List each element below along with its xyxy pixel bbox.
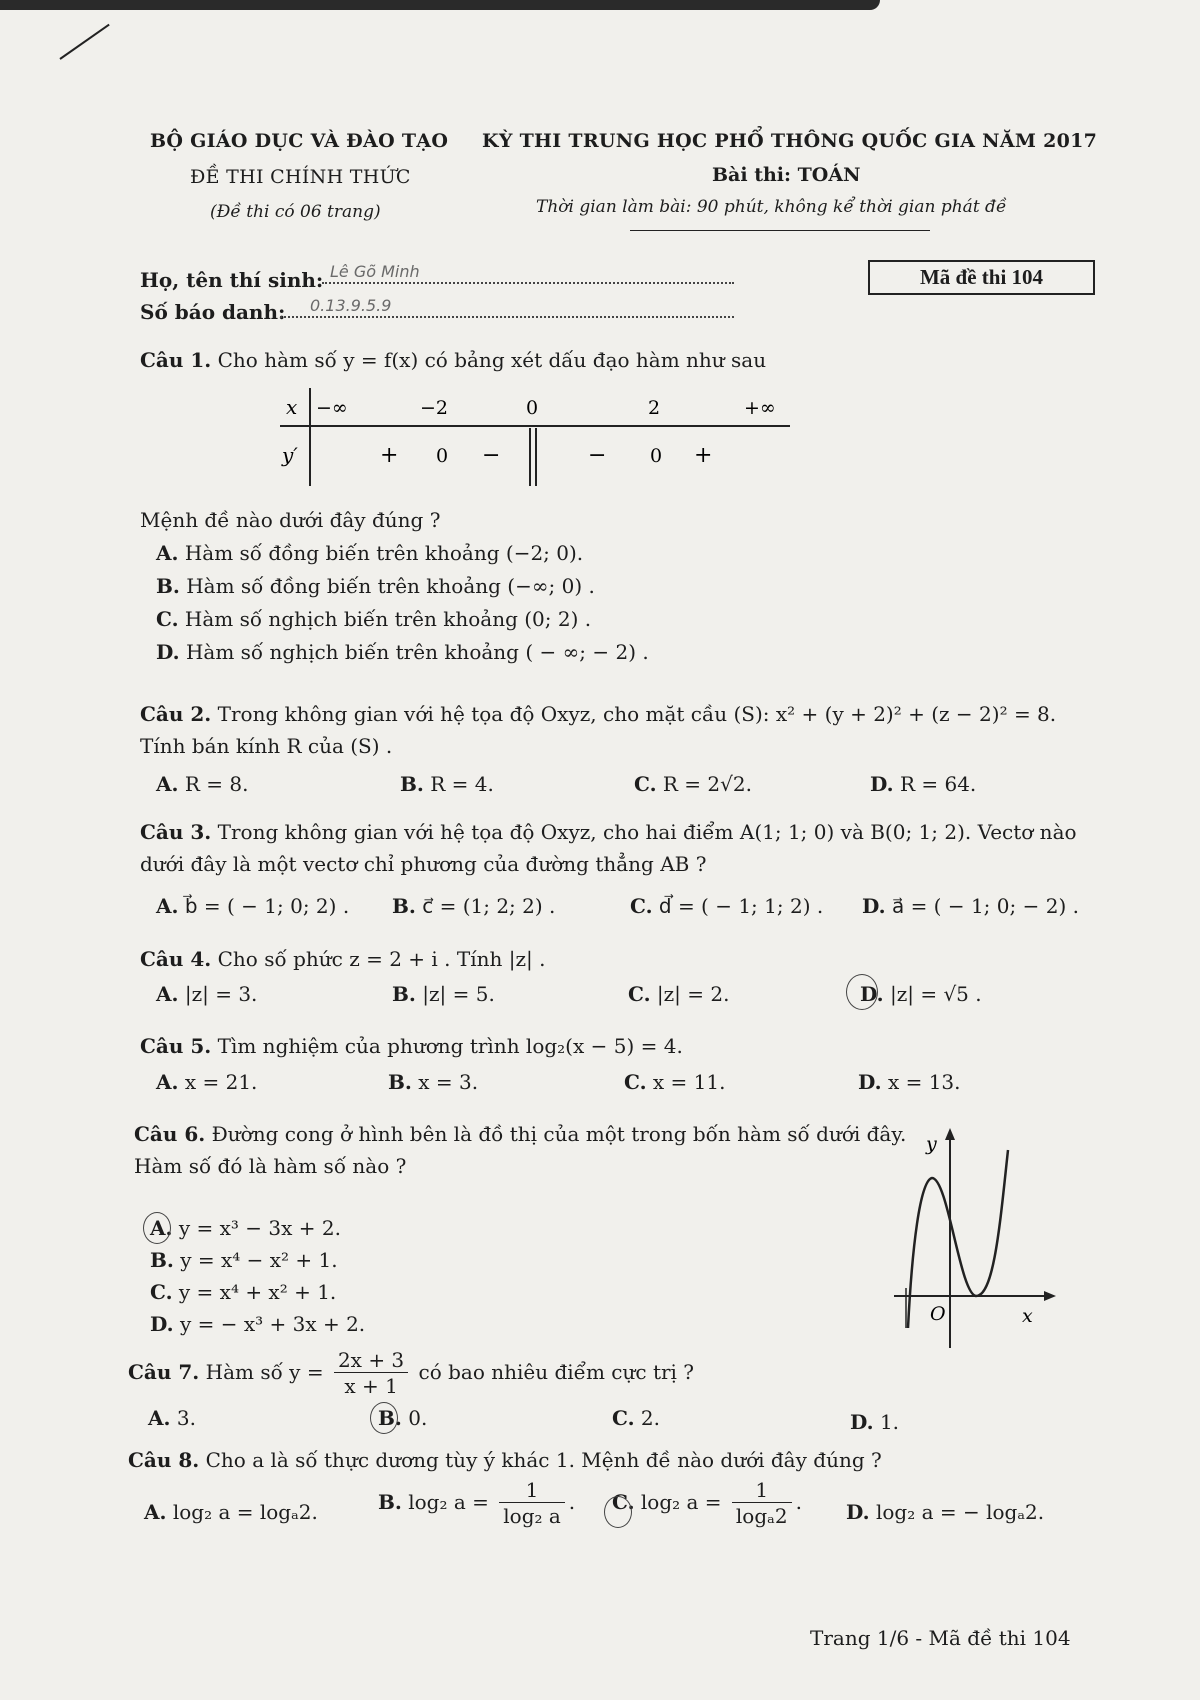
q6-answer-circle xyxy=(143,1212,171,1244)
x-value: 2 xyxy=(648,397,661,419)
q5-stem: Câu 5. Tìm nghiệm của phương trình log₂(x − 5) = 4. xyxy=(140,1034,683,1058)
curve xyxy=(908,1150,1008,1328)
pages-note: (Đề thi có 06 trang) xyxy=(210,202,381,222)
q2-stem: Câu 2. Trong không gian với hệ tọa độ Oxyz, cho mặt cầu (S): x² + (y + 2)² + (z − 2)² = 8. xyxy=(140,702,1057,726)
q2-option-c: C. R = 2√2. xyxy=(634,772,752,796)
q2-option-b: B. R = 4. xyxy=(400,772,494,796)
q7-option-d: D. 1. xyxy=(850,1410,900,1434)
q6-option-b: B. y = x⁴ − x² + 1. xyxy=(150,1248,338,1272)
exam-code-box: Mã đề thi 104 xyxy=(868,260,1095,295)
q3-stem: Câu 3. Trong không gian với hệ tọa độ Oxyz, cho hai điểm A(1; 1; 0) và B(0; 1; 2). Vectơ nào xyxy=(140,820,1077,844)
q6-option-d: D. y = − x³ + 3x + 2. xyxy=(150,1312,366,1336)
q8-option-a: A. log₂ a = logₐ2. xyxy=(144,1500,318,1524)
x-value: +∞ xyxy=(744,397,776,419)
q1-prompt: Mệnh đề nào dưới đây đúng ? xyxy=(140,508,441,532)
q8-option-d: D. log₂ a = − logₐ2. xyxy=(846,1500,1045,1524)
candidate-name-dots xyxy=(322,282,734,284)
q8-answer-circle xyxy=(604,1496,632,1528)
candidate-name-label: Họ, tên thí sinh: xyxy=(140,268,324,292)
q8-b-fraction: $\frac{1}{\text{log₂ a}}$ xyxy=(499,1478,565,1529)
graph-x-label: x xyxy=(1022,1305,1033,1327)
q4-option-c: C. |z| = 2. xyxy=(628,982,730,1006)
q6-stem: Câu 6. Đường cong ở hình bên là đồ thị của một trong bốn hàm số dưới đây. xyxy=(134,1122,907,1146)
q8-stem: Câu 8. Cho a là số thực dương tùy ý khác 1. Mệnh đề nào dưới đây đúng ? xyxy=(128,1448,882,1472)
time-note: Thời gian làm bài: 90 phút, không kể thời gian phát đề xyxy=(536,197,1007,217)
sign-mark: 0 xyxy=(436,445,449,467)
page-footer: Trang 1/6 - Mã đề thi 104 xyxy=(810,1626,1071,1650)
q1-option-a: A. Hàm số đồng biến trên khoảng (−2; 0). xyxy=(156,541,584,565)
sign-mark: + xyxy=(380,443,399,468)
q3-stem-2: dưới đây là một vectơ chỉ phương của đường thẳng AB ? xyxy=(140,852,707,876)
q5-option-c: C. x = 11. xyxy=(624,1070,726,1094)
q3-option-b: B. c⃗ = (1; 2; 2) . xyxy=(392,894,556,918)
sign-table-y-label: y′ xyxy=(282,443,298,467)
q3-option-a: A. b⃗ = ( − 1; 0; 2) . xyxy=(156,894,350,918)
q8-option-c: C. log₂ a = $\frac{1}{\text{logₐ2}}$ . xyxy=(612,1478,802,1528)
q1-option-d: D. Hàm số nghịch biến trên khoảng ( − ∞; − 2) . xyxy=(156,640,649,664)
x-value: −∞ xyxy=(316,397,348,419)
q6-option-c: C. y = x⁴ + x² + 1. xyxy=(150,1280,337,1304)
candidate-id-handwritten: 0.13.9.5.9 xyxy=(310,296,392,315)
q5-option-b: B. x = 3. xyxy=(388,1070,479,1094)
q1-option-c: C. Hàm số nghịch biến trên khoảng (0; 2) . xyxy=(156,607,592,631)
sign-table xyxy=(270,386,800,490)
cubic-graph xyxy=(890,1128,1060,1358)
q2-option-a: A. R = 8. xyxy=(156,772,249,796)
q5-option-d: D. x = 13. xyxy=(858,1070,961,1094)
candidate-id-dots xyxy=(280,316,734,318)
q3-option-c: C. d⃗ = ( − 1; 1; 2) . xyxy=(630,894,824,918)
q3-text: Trong không gian với hệ tọa độ Oxyz, cho hai điểm A(1; 1; 0) và B(0; 1; 2). Vectơ nào xyxy=(217,820,1077,844)
pen-mark xyxy=(59,24,109,60)
q4-option-b: B. |z| = 5. xyxy=(392,982,495,1006)
q7-answer-circle xyxy=(370,1402,398,1434)
q2-stem-2: Tính bán kính R của (S) . xyxy=(140,734,393,758)
exam-title: KỲ THI TRUNG HỌC PHỔ THÔNG QUỐC GIA NĂM 2017 xyxy=(482,130,1098,152)
q7-option-c: C. 2. xyxy=(612,1406,660,1430)
q2-text: Trong không gian với hệ tọa độ Oxyz, cho mặt cầu (S): x² + (y + 2)² + (z − 2)² = 8. xyxy=(217,702,1057,726)
x-axis-arrow xyxy=(1044,1291,1056,1301)
q7-option-b: B. 0. xyxy=(378,1406,428,1430)
official-exam-label: ĐỀ THI CHÍNH THỨC xyxy=(190,166,411,188)
sign-mark: − xyxy=(588,443,607,468)
q5-option-a: A. x = 21. xyxy=(156,1070,258,1094)
x-value: 0 xyxy=(526,397,539,419)
graph-y-label: y xyxy=(926,1133,937,1155)
q3-option-d: D. a⃗ = ( − 1; 0; − 2) . xyxy=(862,894,1079,918)
q4-answer-circle xyxy=(846,974,878,1010)
sign-mark: − xyxy=(482,443,501,468)
sign-mark: + xyxy=(694,443,713,468)
y-axis-arrow xyxy=(945,1128,955,1140)
q7-stem: Câu 7. Hàm số y = $\frac{2x + 3}{x + 1}$ có bao nhiêu điểm cực trị ? xyxy=(128,1348,695,1398)
q8-text: Cho a là số thực dương tùy ý khác 1. Mệnh đề nào dưới đây đúng ? xyxy=(205,1448,882,1472)
sign-mark: 0 xyxy=(650,445,663,467)
subject: Bài thi: TOÁN xyxy=(712,164,861,186)
graph-origin-label: O xyxy=(930,1303,946,1325)
q7-fraction: $\frac{2x + 3}{x + 1}$ xyxy=(334,1348,408,1399)
q1-label: Câu 1. xyxy=(140,348,212,372)
q2-option-d: D. R = 64. xyxy=(870,772,977,796)
q1-stem xyxy=(140,346,766,374)
q5-text: Tìm nghiệm của phương trình log₂(x − 5) = 4. xyxy=(217,1034,683,1058)
q4-stem: Câu 4. Cho số phức z = 2 + i . Tính |z| . xyxy=(140,947,546,971)
q1-text: Cho hàm số y = f(x) có bảng xét dấu đạo hàm như sau xyxy=(217,348,767,372)
q7-option-a: A. 3. xyxy=(148,1406,196,1430)
scan-top-edge xyxy=(0,0,880,10)
q8-c-fraction: $\frac{1}{\text{logₐ2}}$ xyxy=(732,1478,792,1529)
ministry-name: BỘ GIÁO DỤC VÀ ĐÀO TẠO xyxy=(150,130,449,152)
q6-text: Đường cong ở hình bên là đồ thị của một trong bốn hàm số dưới đây. xyxy=(211,1122,907,1146)
candidate-id-label: Số báo danh: xyxy=(140,300,286,324)
q4-text: Cho số phức z = 2 + i . Tính |z| . xyxy=(217,947,546,971)
header-rule xyxy=(630,230,930,231)
q8-option-b: B. log₂ a = $\frac{1}{\text{log₂ a}}$ . xyxy=(378,1478,576,1528)
candidate-name-handwritten: Lê Gõ Minh xyxy=(330,262,420,281)
x-value: −2 xyxy=(420,397,449,419)
sign-table-x-label: x xyxy=(286,395,298,419)
q6-option-a: A. y = x³ − 3x + 2. xyxy=(150,1216,341,1240)
q4-option-d: D. |z| = √5 . xyxy=(860,982,982,1006)
q4-option-a: A. |z| = 3. xyxy=(156,982,258,1006)
q1-option-b: B. Hàm số đồng biến trên khoảng (−∞; 0) . xyxy=(156,574,595,598)
q6-stem-2: Hàm số đó là hàm số nào ? xyxy=(134,1154,407,1178)
